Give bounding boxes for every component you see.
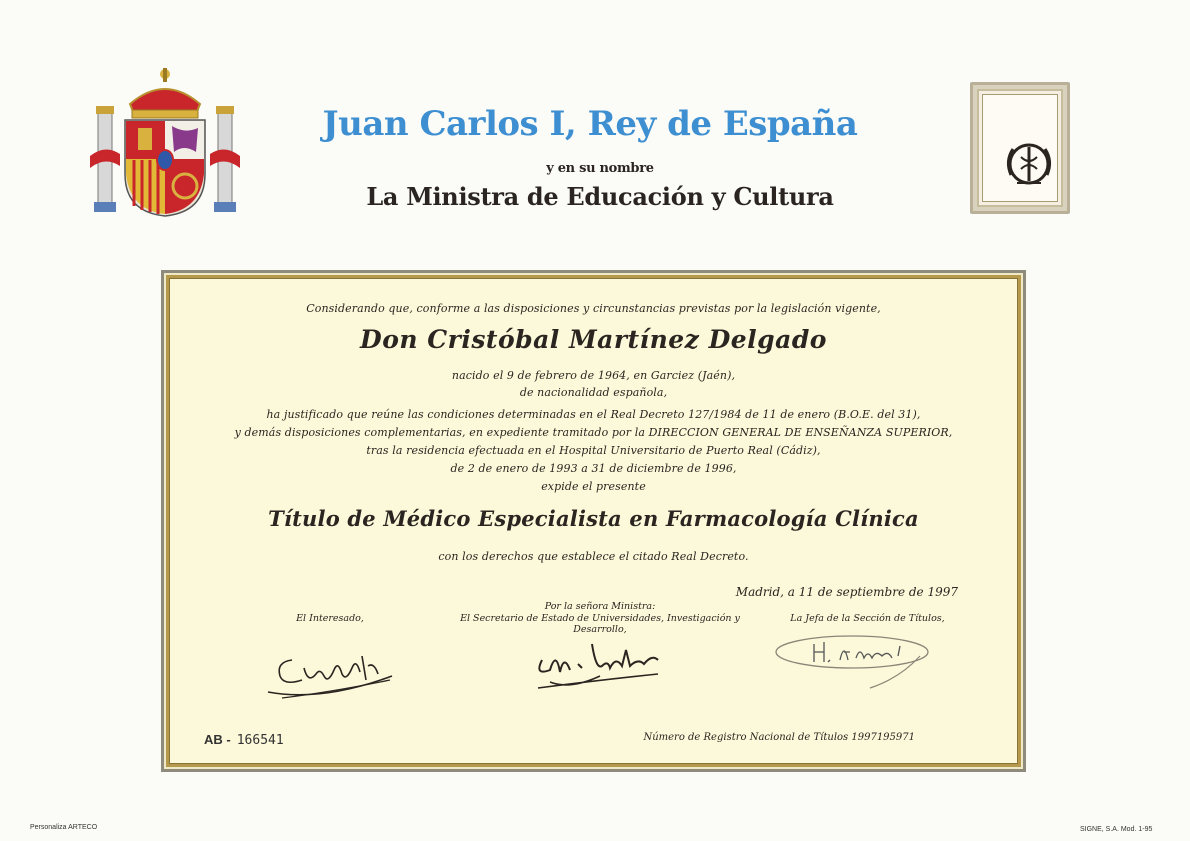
considerando-text: Considerando que, conforme a las disposiciones y circunstancias previstas por la legislación vigente,	[306, 302, 881, 315]
stamp-inner	[982, 94, 1058, 202]
recipient-name: Don Cristóbal Martínez Delgado	[360, 325, 827, 354]
interesado-signature	[262, 640, 402, 710]
serial-prefix: AB -	[204, 732, 231, 747]
place-date: Madrid, a 11 de septiembre de 1997	[735, 585, 958, 599]
residencia-text: tras la residencia efectuada en el Hospital Universitario de Puerto Real (Cádiz),	[366, 444, 821, 457]
stamp-box	[970, 82, 1070, 214]
footer-left: Personaliza ARTECO	[30, 824, 98, 831]
derechos-text: con los derechos que establece el citado Real Decreto.	[438, 550, 749, 563]
monarch-title: Juan Carlos I, Rey de España	[322, 104, 858, 144]
nationality-text: de nacionalidad española,	[519, 386, 668, 399]
en-su-nombre-text: y en su nombre	[546, 161, 654, 176]
ministra-label-2: El Secretario de Estado de Universidades, Investigación y Desarrollo,	[460, 613, 740, 635]
degree-title: Título de Médico Especialista en Farmacología Clínica	[268, 506, 919, 531]
coat-of-arms-icon	[90, 64, 240, 220]
serial-code	[204, 732, 284, 748]
ministra-label-1: Por la señora Ministra:	[544, 601, 656, 612]
stamp-emblem-icon	[1003, 139, 1055, 189]
disposiciones-text: y demás disposiciones complementarias, en expediente tramitado por la DIRECCION GENERAL DE ENSEÑANZA SUPERIOR,	[234, 426, 953, 439]
interesado-label: El Interesado,	[296, 613, 364, 624]
serial-number: 166541	[236, 733, 284, 748]
fechas-text: de 2 de enero de 1993 a 31 de diciembre de 1996,	[450, 462, 737, 475]
minister-title: La Ministra de Educación y Cultura	[366, 182, 834, 211]
birth-text: nacido el 9 de febrero de 1964, en Garciez (Jaén),	[451, 369, 736, 382]
footer-right: SIGNE, S.A. Mod. 1-95	[1080, 826, 1153, 833]
jefa-label: La Jefa de la Sección de Títulos,	[790, 613, 945, 624]
expide-text: expide el presente	[541, 480, 646, 493]
registry-number: Número de Registro Nacional de Títulos 1997195971	[643, 732, 915, 743]
jefa-signature	[770, 628, 940, 698]
ministra-signature	[530, 630, 670, 700]
justificado-text: ha justificado que reúne las condiciones determinadas en el Real Decreto 127/1984 de 11 de enero (B.O.E. del 31),	[266, 408, 921, 421]
